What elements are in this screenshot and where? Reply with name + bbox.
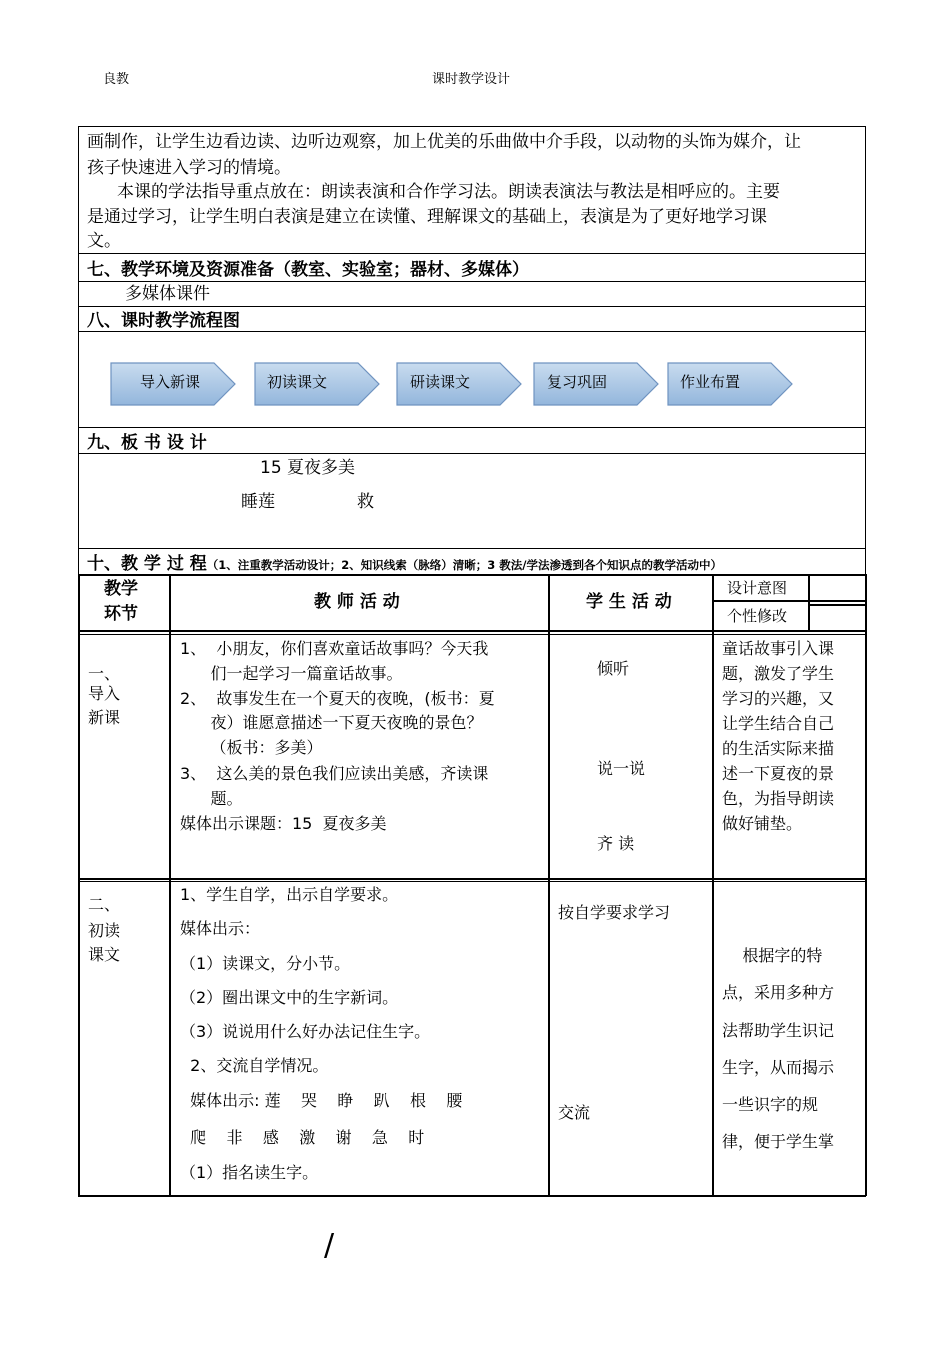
row2-intent-2: 点，采用多种方 [722, 983, 835, 1002]
row1-stage-3: 新课 [88, 708, 121, 727]
sec7-content-row [78, 282, 866, 307]
row2-teacher-line-4: （2）圈出课文中的生字新词。 [180, 988, 399, 1007]
flow-step-5 [667, 362, 793, 406]
flow-step-4-label: 复习巩固 [547, 373, 608, 391]
row1-teacher-line-6: 3、 这么美的景色我们应读出美感，齐读课 [180, 764, 489, 783]
row1-teacher-line-7: 题。 [180, 789, 243, 808]
board-word-2: 救 [357, 492, 374, 512]
row1-teacher-line-2: 们一起学习一篇童话故事。 [180, 664, 403, 683]
row1-intent-4: 让学生结合自己 [722, 714, 835, 733]
row1-intent-5: 的生活实际来描 [722, 739, 835, 758]
col-teacher-header: 教 师 活 动 [314, 592, 400, 612]
board-line-title: 15 夏夜多美 [260, 458, 356, 478]
flow-step-5-label: 作业布置 [680, 373, 741, 391]
row1-intent-6: 述一下夏夜的景 [722, 764, 835, 783]
row1-intent-3: 学习的兴趣，又 [722, 689, 835, 708]
row1-teacher-line-5: （板书：多美） [180, 738, 323, 757]
row2-teacher-line-1: 1、学生自学，出示自学要求。 [180, 885, 399, 904]
intro-line-1: 画制作，让学生边看边读、边听边观察，加上优美的乐曲做中介手段，以动物的头饰为媒介，让 [87, 132, 801, 152]
sec7-title: 七、教学环境及资源准备（教室、实验室；器材、多媒体） [87, 260, 529, 280]
row2-stage-1: 二、 [88, 895, 121, 914]
row2-teacher-line-6: 2、交流自学情况。 [180, 1056, 329, 1075]
row2-intent-3: 法帮助学生识记 [722, 1021, 835, 1040]
row2-teacher-line-2: 媒体出示： [180, 919, 261, 938]
row1-intent-8: 做好铺垫。 [722, 814, 803, 833]
intro-line-4: 是通过学习，让学生明白表演是建立在读懂、理解课文的基础上，表演是为了更好地学习课 [87, 207, 767, 227]
sec8-heading-row [78, 307, 866, 332]
row2-teacher-line-3: （1）读课文，分小节。 [180, 954, 351, 973]
sec7-content: 多媒体课件 [125, 284, 210, 304]
col-stage-header-2: 环节 [104, 604, 138, 624]
row2-stage-3: 课文 [88, 945, 121, 964]
row1-intent-1: 童话故事引入课 [722, 639, 835, 658]
row1-student-3: 齐 读 [597, 834, 635, 853]
row1-stage-1: 一、 [88, 664, 121, 683]
sec10-title: 十、教 学 过 程 [87, 554, 207, 574]
col-modify-header: 个性修改 [727, 607, 788, 625]
sec9-title: 九、板 书 设 计 [87, 433, 207, 453]
row1-intent-7: 色，为指导朗读 [722, 789, 835, 808]
row2-intent-5: 一些识字的规 [722, 1095, 819, 1114]
sec9-heading-row [78, 428, 866, 454]
intro-line-5: 文。 [87, 231, 121, 251]
row2-intent-6: 律，便于学生掌 [722, 1132, 835, 1151]
row1-stage-2: 导入 [88, 684, 121, 703]
row2-teacher-line-5: （3）说说用什么好办法记住生字。 [180, 1022, 431, 1041]
row2-teacher-line-7: 媒体出示: 莲 哭 睁 趴 根 腰 [180, 1091, 463, 1110]
col-stage-header-1: 教学 [104, 579, 138, 599]
col-student-header: 学 生 活 动 [586, 592, 672, 612]
row1-teacher-line-4: 夜）谁愿意描述一下夏天夜晚的景色？ [180, 713, 483, 732]
sec10-heading-row [78, 549, 866, 575]
flow-step-3-label: 研读课文 [410, 373, 471, 391]
board-design-area [78, 454, 866, 549]
sec10-title-wrap [87, 549, 722, 574]
intro-line-3: 本课的学法指导重点放在：朗读表演和合作学习法。朗读表演法与教法是相呼应的。主要 [117, 182, 780, 202]
flow-step-2-label: 初读课文 [267, 373, 328, 391]
row1-student-1: 倾听 [597, 659, 630, 678]
sec10-note: （1、注重教学活动设计；2、知识线索（脉络）清晰；3 教法/学法渗透到各个知识点的教学活动中） [206, 558, 722, 572]
row2-intent-4: 生字，从而揭示 [722, 1058, 835, 1077]
flow-step-1-label: 导入新课 [140, 373, 201, 391]
flow-step-2 [254, 362, 380, 406]
sec7-heading-row [78, 254, 866, 282]
footer-slash: / [324, 1228, 335, 1263]
row1-teacher-line-1: 1、 小朋友，你们喜欢童话故事吗？今天我 [180, 639, 489, 658]
board-word-1: 睡莲 [241, 492, 275, 512]
header-left: 良教 [103, 72, 130, 87]
row2-intent-1: 根据字的特 [722, 946, 823, 965]
row2-student-2: 交流 [558, 1103, 591, 1122]
flow-step-4 [533, 362, 659, 406]
row1-teacher-line-3: 2、 故事发生在一个夏天的夜晚，(板书：夏 [180, 689, 495, 708]
row1-teacher-line-8: 媒体出示课题：15 夏夜多美 [180, 814, 387, 833]
sec8-title: 八、课时教学流程图 [87, 311, 240, 331]
flow-step-3 [396, 362, 522, 406]
row2-student-1: 按自学要求学习 [558, 903, 671, 922]
row1-student-2: 说一说 [597, 759, 646, 778]
intro-line-2: 孩子快速进入学习的情境。 [87, 158, 291, 178]
flow-step-1 [110, 362, 236, 406]
row2-teacher-line-9: （1）指名读生字。 [180, 1163, 319, 1182]
row2-stage-2: 初读 [88, 921, 121, 940]
intro-section [78, 126, 866, 254]
header-title: 课时教学设计 [432, 72, 511, 87]
col-intent-header: 设计意图 [727, 579, 788, 597]
row1-intent-2: 题，激发了学生 [722, 664, 835, 683]
row2-teacher-line-8: 爬 非 感 激 谢 急 时 [180, 1128, 425, 1147]
